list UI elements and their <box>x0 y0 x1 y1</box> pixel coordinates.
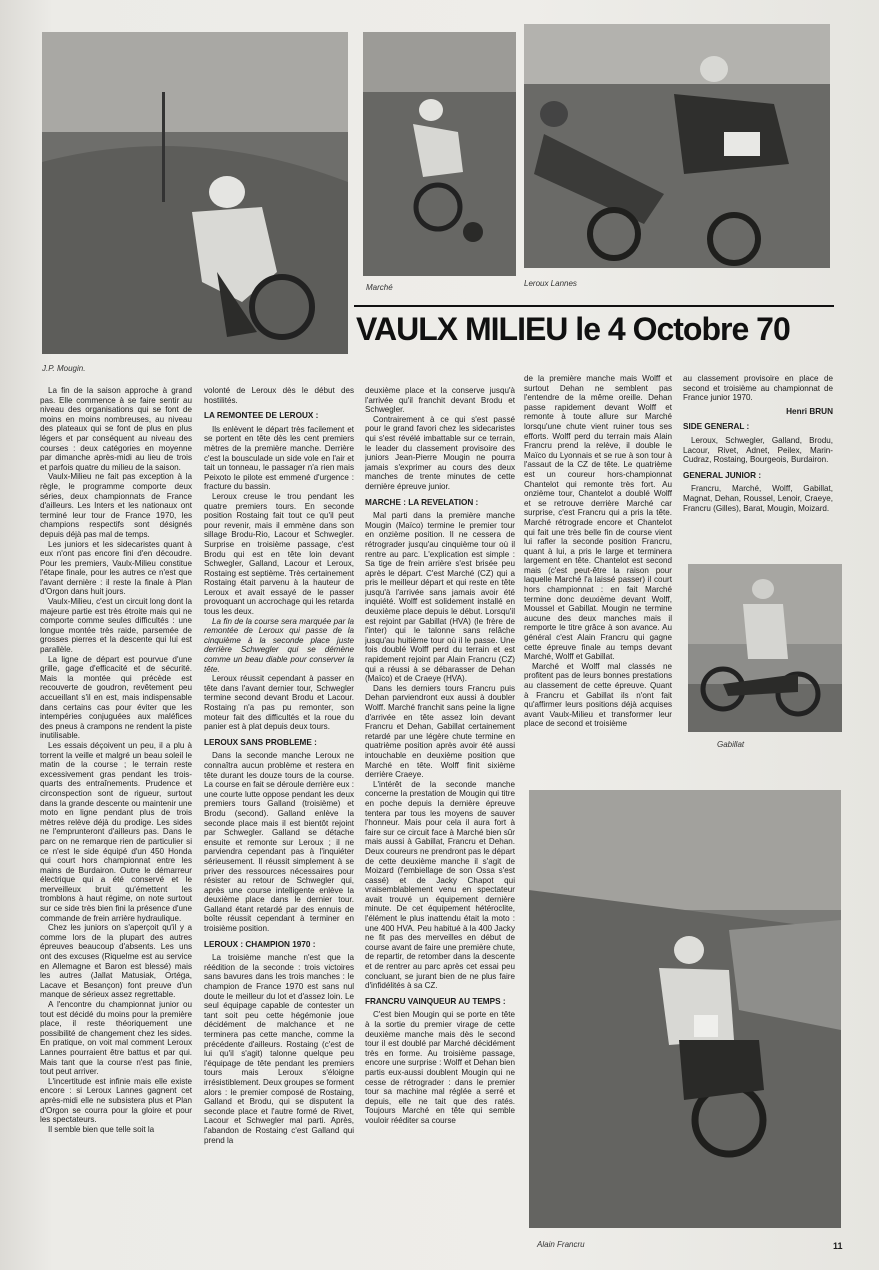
paragraph: Vaulx-Milieu, c'est un circuit long dont la majeure partie est très étroite mais qui ne comporte comme seules difficultés : une longue montée très raide, parsemée de grosses pierres et la descente qui lui est parallèle. <box>40 597 192 655</box>
section-heading: SIDE GENERAL : <box>683 422 750 432</box>
paragraph: Contrairement à ce qui s'est passé pour le grand favori chez les sidecaristes qui s'est révélé imbattable sur ce terrain, le leader du classement provisoire des juniors Jean-Pierre Mougin ne pourra jamais s'exprimer au cours des deux manches de trente minutes de cette dernière épreuve junior. <box>365 414 515 491</box>
caption-alain-francru: Alain Francru <box>537 1240 585 1249</box>
paragraph: au classement provisoire en place de second et troisième au championnat de France junior 1970. <box>683 374 833 403</box>
results-list: Francru, Marché, Wolff, Gabillat, Magnat, Dehan, Roussel, Lenoir, Craeye, Francru (Gilles), Barat, Mougin, Moizard. <box>683 484 833 513</box>
paragraph: Vaulx-Milieu ne fait pas exception à la règle, le programme comporte deux séries, deux championnats de France d'ailleurs. Les Inters et les nationaux ont terminé leur tour de France 1970, les champions respectifs sont désignés depuis déjà pas mal de temps. <box>40 472 192 539</box>
caption-marche: Marché <box>366 283 393 292</box>
caption-leroux-lannes: Leroux Lannes <box>524 279 577 288</box>
photo-gabillat <box>688 564 842 732</box>
text-column-5 <box>683 374 833 560</box>
paragraph: Leroux réussit cependant à passer en tête dans l'avant dernier tour, Schwegler termine second devant Brodu et Lacour. Rostaing n'a pas pu remonter, son moteur fait des difficultés et la roue du panier est à plat depuis deux tours. <box>204 674 354 732</box>
paragraph: La fin de la saison approche à grand pas. Elle commence à se faire sentir au niveau des organisations qui se font de moins en moins nombreuses, au niveau des plateaux qui se font de plus en plus légers et par conséquent au niveau des courses : deux catégories en moyenne par dimanche après-midi au lieu de trois et parfois quatre du milieu de la saison. <box>40 386 192 472</box>
paragraph: Dans les derniers tours Francru puis Dehan parviendront eux aussi à doubler Wolff. Marché franchit sans peine la ligne d'arrivée en tête assez loin devant Francru et Dehan, Gabillat certainement retardé par une légère chute termine en quatrième position après avoir été aussi intouchable en deuxième position que Marché en tête. Wolff finit sixième derrière Craeye. <box>365 683 515 780</box>
paragraph: Dans la seconde manche Leroux ne connaîtra aucun problème et restera en tête durant les douze tours de la course. La course en fait se déroule derrière eux : une courte lutte oppose pendant les deux premiers tours Galland (troisième) et Brodu (second). Galland enlève la seconde place mais il est bientôt rejoint par Schwegler. Galland se détache ensuite et remonte sur Leroux ; il ne parviendra cependant pas à l'inquiéter sérieusement. Il réussit simplement à se priver des ressources nécessaires pour résister au retour de Schwegler qui, après une course intelligente enlève la deuxième place dans le dernier tour. Galland étant retardé par des ennuis de boîte réussit cependant à terminer en troisième position. <box>204 751 354 934</box>
paragraph: Marché et Wolff mal classés ne profitent pas de leurs bonnes prestations au classement de cette épreuve. Quant à Francru et Gabillat ils n'ont fait qu'affirmer leurs positions déjà acquises avant Vaulx-Milieu et transformer leur place de second et troisième <box>524 661 672 729</box>
paragraph: A l'encontre du championnat junior ou tout est décidé du moins pour la première place, il reste théoriquement une possibilité de changement chez les sides. En pratique, on voit mal comment Leroux Lannes pourraient être battus et par qui. Mais tant que la course n'est pas finie, tout peut arriver. <box>40 1000 192 1077</box>
paragraph: La troisième manche n'est que la réédition de la seconde : trois victoires sans bavures dans les trois manches : le champion de France 1970 est sans nul doute le meilleur du lot et d'assez loin. Le seul équipage capable de contester un tant soit peu cette hégémonie joue décidément de malchance et ne terminera pas cette manche, comme la précédente d'ailleurs. Rostaing (c'est de lui qu'il s'agit) talonne quelque peu l'équipage de tête pendant les premiers tours mais Leroux s'éloigne irrésistiblement. Deux groupes se forment alors : le premier composé de Rostaing, Galland et Brodu, qui se disputent la seconde place et l'autre formé de Rivet, Lacour et Schwegler mal parti. Après, l'abandon de Rostaing c'est Galland qui prend la <box>204 953 354 1145</box>
section-heading: GENERAL JUNIOR : <box>683 470 762 480</box>
results-list: Leroux, Schwegler, Galland, Brodu, Lacour, Rivet, Adnet, Peilex, Marin-Cudraz, Rostaing, Bourgeois, Burdairon. <box>683 435 833 465</box>
paragraph: L'incertitude est infinie mais elle existe encore : si Leroux Lannes gagnent cet après-midi elle ne subsistera plus et Plan d'Orgon se courra pour la gloire et pour les spectateurs. <box>40 1076 192 1125</box>
photo-marche <box>363 32 516 276</box>
paragraph: La ligne de départ est pourvue d'une grille, gage d'efficacité et de sécurité. Mais la montée qui précède est recouverte de goudron, revêtement peu accueillant s'il en est, mais indispensable dans certains cas pour éviter que les intempéries conjuguées aux maléfices des pneus à crampons ne rendent la piste inutilisable. <box>40 654 192 741</box>
photo-alain-francru <box>529 790 841 1228</box>
photo-leroux-lannes <box>524 24 830 268</box>
paragraph: Les essais déçoivent un peu, il a plu à torrent la veille et malgré un beau soleil le matin de la course ; le terrain reste excessivement gras pendant les trois-quarts des entraînements. Prudence et circonspection sont de rigueur, surtout dans la grande descente ou maintenir une moto en ligne pendant plus de trois mètres relève déjà du prodige. Les sides ne l'emprunteront d'ailleurs pas. Dans le parc on ne remarque rien de particulier si ce n'est le side équipé d'un 450 Honda qui court hors championnat entre les mains de Burdairon. Outre le démarreur électrique qui a été conservé et le merveilleux bruit qu'émettent les tromblons à haut régime, on note surtout sur ce side très bien fini la présence d'une commande de frein arrière hydraulique. <box>40 740 192 923</box>
paragraph: Ils enlèvent le départ très facilement et se portent en tête dès les cent premiers mètres de la première manche. Derrière c'est la bousculade un side vole en l'air et tait un tonneau, le passager n'a rien mais Peixoto le pilote est emmené d'urgence : fracture du bassin. <box>204 424 354 492</box>
section-heading: FRANCRU VAINQUEUR AU TEMPS : <box>365 996 506 1006</box>
paragraph: C'est bien Mougin qui se porte en tête à la sortie du premier virage de cette deuxième manche mais dès le second tour il est doublé par Marché décidément très en forme. Au troisième passage, encore une surprise : Wolff et Dehan bien partis eux-aussi doublent Mougin qui ne cesse de rétrograder : dans le premier tour sa machine mal réglée a serré et depuis, elle ne tait que des ratés. Toujours Marché en tête qui semble vouloir rééditer sa course <box>365 1010 515 1125</box>
text-column-3 <box>365 386 515 1262</box>
paragraph: volonté de Leroux dès le début des hostilités. <box>204 386 354 405</box>
paragraph: Leroux creuse le trou pendant les quatre premiers tours. En seconde position Rostaing fait tout ce qu'il peut pour revenir, mais il emmène dans son sillage Brodu-Rio, Lacour et Schwegler. Surprise en troisième passage, c'est Brodu qui est en tête loin devant Schwegler, Galland, Lacour et Leroux, Rostaing est septième. Très certainement Rostaing était parvenu à la hauteur de Leroux et avait essayé de le passer provoquant un accrochage qui les retarda tous les deux. <box>204 491 354 617</box>
author-signature: Henri BRUN <box>786 406 833 416</box>
article-headline: VAULX MILIEU le 4 Octobre 70 <box>354 305 834 353</box>
paragraph: de la première manche mais Wolff et surtout Dehan ne semblent pas l'entendre de la même oreille. Dehan passe rapidement devant Wolff et remonte à toute allure sur Marché lorsqu'une chute vient ruiner tous ses efforts. Wolff perd du terrain mais Alain Francru prend la relève, il double le Maïco du Lyonnais et se rue à son tour à l'assaut de la CZ de tête. Le quatrième est un coureur hors-championnat Chantelot qui remonte très fort. Au onzième tour, Chantelot a doublé Wolff et se retrouve derrière Marché car surprise, c'est Francru qui a pris la tête. Marché rétrograde encore et Chantelot qui fait une très belle fin de course vient lui rafler la seconde position Francru, quant à lui, a pris le large et terminera largement en tête. Chantelot est second mais (c'est peut-être la raison pour laquelle Marché l'a laissé passer) il court hors championnat : en fait Marché termine donc deuxième devant Wolff, Moussel et Gabillat. Mougin ne termine aucune des deux manches mais il remporte le titre grâce à son avance. Au général c'est Alain Francru qui gagne cette épreuve finale au temps devant Marché, Wolff et Gabillat. <box>524 374 672 662</box>
paragraph: Chez les juniors on s'aperçoit qu'il y a comme lors de la plupart des autres épreuves beaucoup d'absents. Les uns ont des excuses (Riquelme est au service en Allemagne et Baron est blessé) mais les autres (Jallat Matusiak, Ortéga, Lacave et Besançon) font preuve d'un manque de sérieux assez regrettable. <box>40 923 192 1000</box>
text-column-4 <box>524 374 672 776</box>
paragraph: deuxième place et la conserve jusqu'à l'arrivée qu'il franchit devant Brodu et Schwegler. <box>365 386 515 415</box>
paragraph: La fin de la course sera marquée par la remontée de Leroux qui passe de la cinquième à la seconde place juste derrière Schwegler qui se démène comme un beau diable pour conserver la tête. <box>204 616 354 674</box>
caption-mougin: J.P. Mougin. <box>42 364 86 373</box>
text-column-1 <box>40 386 192 1262</box>
paragraph: L'intérêt de la seconde manche concerne la prestation de Mougin qui titre en poche depuis la dernière épreuve tentera par tous les moyens de sauver l'honneur. Mais pour cela il aura fort à faire sur ce circuit face à Marché bien sûr mais aussi à Gabillat, Francru et Dehan. Deux coureurs ne prendront pas le départ de cette deuxième manche il s'agit de Moizard (l'embiellage de son Ossa s'est cassé) et de Jacky Chapot qui vraisemblablement venu en spectateur avait trouvé un équipement dernière minute. De cet équipement hétéroclite, l'élément le plus inattendu était la moto : une 400 HVA. Peu habitué à la 400 Jacky ne fit pas des merveilles en début de course avant de faire une première chute, de repartir, de retomber dans la descente et de rentrer au parc après cet essai peu concluant, se jurant bien de ne plus faire d'infidélités à sa CZ. <box>365 779 515 991</box>
photo-mougin <box>42 32 348 354</box>
caption-gabillat: Gabillat <box>717 740 745 749</box>
paragraph: Mal parti dans la première manche Mougin (Maïco) termine le premier tour en onzième position. Il ne cessera de rétrograder jusqu'au cinquième tour où il rentre au parc. L'explication est simple : Sa tige de frein arrière s'est brisée peu après le départ. C'est Marché (CZ) qui a pris le meilleur départ et qui reste en tête jusqu'à l'arrivée sans jamais avoir été inquiété. Wolff est solidement installé en deuxième place depuis le début. Lorsqu'il est rejoint par Gabillat (HVA) (le frère de l'inter) qui le talonne sans relâche jusqu'au huitième tour où il le passe. Une fois doublé Wolff perd du terrain et est rapidement rejoint par Alain Francru (CZ) qui a réussi à se débarasser de Dehan (Maïco) et de Craeye (HVA). <box>365 511 515 684</box>
paragraph: Il semble bien que telle soit la <box>48 1124 155 1134</box>
section-heading: LA REMONTEE DE LEROUX : <box>204 411 319 421</box>
text-column-2 <box>204 386 354 1262</box>
section-heading: LEROUX : CHAMPION 1970 : <box>204 939 316 949</box>
paragraph: Les juniors et les sidecaristes quant à eux n'ont pas encore fini d'en découdre. Pour les premiers, Vaulx-Milieu constitue l'étape finale, pour les autres ce n'est que l'avant dernière : il reste la finale à Plan d'Orgon dans huit jours. <box>40 539 192 597</box>
section-heading: LEROUX SANS PROBLEME : <box>204 737 317 747</box>
section-heading: MARCHE : LA REVELATION : <box>365 497 479 507</box>
page-number: 11 <box>833 1241 843 1251</box>
